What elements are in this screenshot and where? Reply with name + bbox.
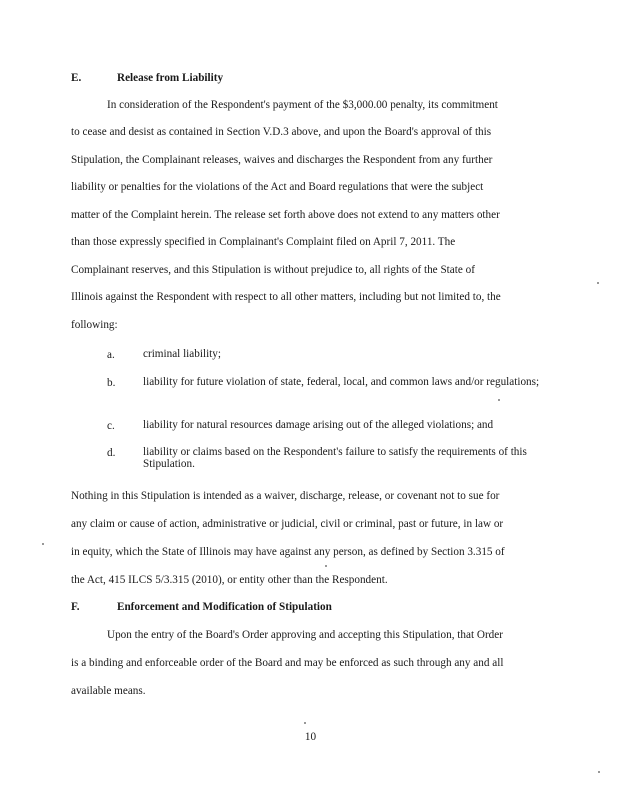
list-item-letter: b.	[107, 377, 116, 389]
paragraph-line: the Act, 415 ILCS 5/3.315 (2010), or entity other than the Respondent.	[71, 574, 388, 586]
paragraph-line: in equity, which the State of Illinois may have against any person, as defined by Section 3.315 of	[71, 546, 505, 558]
paragraph-line: than those expressly specified in Complainant's Complaint filed on April 7, 2011. The	[71, 236, 456, 248]
paragraph-line: In consideration of the Respondent's payment of the $3,000.00 penalty, its commitment	[107, 99, 498, 111]
scan-speck	[598, 771, 600, 773]
list-item-text: liability for natural resources damage arising out of the alleged violations; and	[143, 419, 494, 431]
list-item-text: criminal liability;	[143, 348, 221, 360]
paragraph-line: Stipulation, the Complainant releases, waives and discharges the Respondent from any further	[71, 154, 493, 166]
paragraph-line: matter of the Complaint herein. The release set forth above does not extend to any matters other	[71, 209, 500, 221]
scan-speck	[498, 399, 500, 401]
scan-speck	[42, 543, 44, 545]
list-item-text: liability or claims based on the Respondent's failure to satisfy the requirements of this Stipulation.	[143, 446, 527, 470]
paragraph-line: following:	[71, 319, 118, 331]
list-item-text: liability for future violation of state, federal, local, and common laws and/or regulations;	[143, 376, 540, 388]
paragraph-line: available means.	[71, 685, 146, 697]
scan-speck	[597, 282, 599, 284]
paragraph-line: Complainant reserves, and this Stipulation is without prejudice to, all rights of the State of	[71, 264, 475, 276]
paragraph-line: Upon the entry of the Board's Order approving and accepting this Stipulation, that Order	[107, 629, 503, 641]
paragraph-line: is a binding and enforceable order of the Board and may be enforced as such through any and all	[71, 657, 504, 669]
paragraph-line: liability or penalties for the violations of the Act and Board regulations that were the subject	[71, 181, 484, 193]
list-item-letter: a.	[107, 349, 115, 361]
list-item-letter: c.	[107, 420, 115, 432]
scan-speck	[304, 722, 306, 724]
section-e-title: Release from Liability	[117, 72, 224, 84]
paragraph-line: Illinois against the Respondent with respect to all other matters, including but not limited to, the	[71, 291, 501, 303]
scan-speck	[325, 565, 327, 567]
section-f-heading	[71, 599, 332, 615]
section-f-letter: F.	[71, 601, 80, 613]
paragraph-line: to cease and desist as contained in Section V.D.3 above, and upon the Board's approval of this	[71, 126, 492, 138]
list-item-letter: d.	[107, 447, 116, 459]
section-e-letter: E.	[71, 72, 82, 84]
page-number: 10	[304, 731, 317, 743]
paragraph-line: Nothing in this Stipulation is intended as a waiver, discharge, release, or covenant not to sue for	[71, 490, 500, 502]
section-f-title: Enforcement and Modification of Stipulation	[117, 601, 332, 613]
section-e-heading	[71, 70, 223, 86]
paragraph-line: any claim or cause of action, administrative or judicial, civil or criminal, past or future, in law or	[71, 518, 504, 530]
